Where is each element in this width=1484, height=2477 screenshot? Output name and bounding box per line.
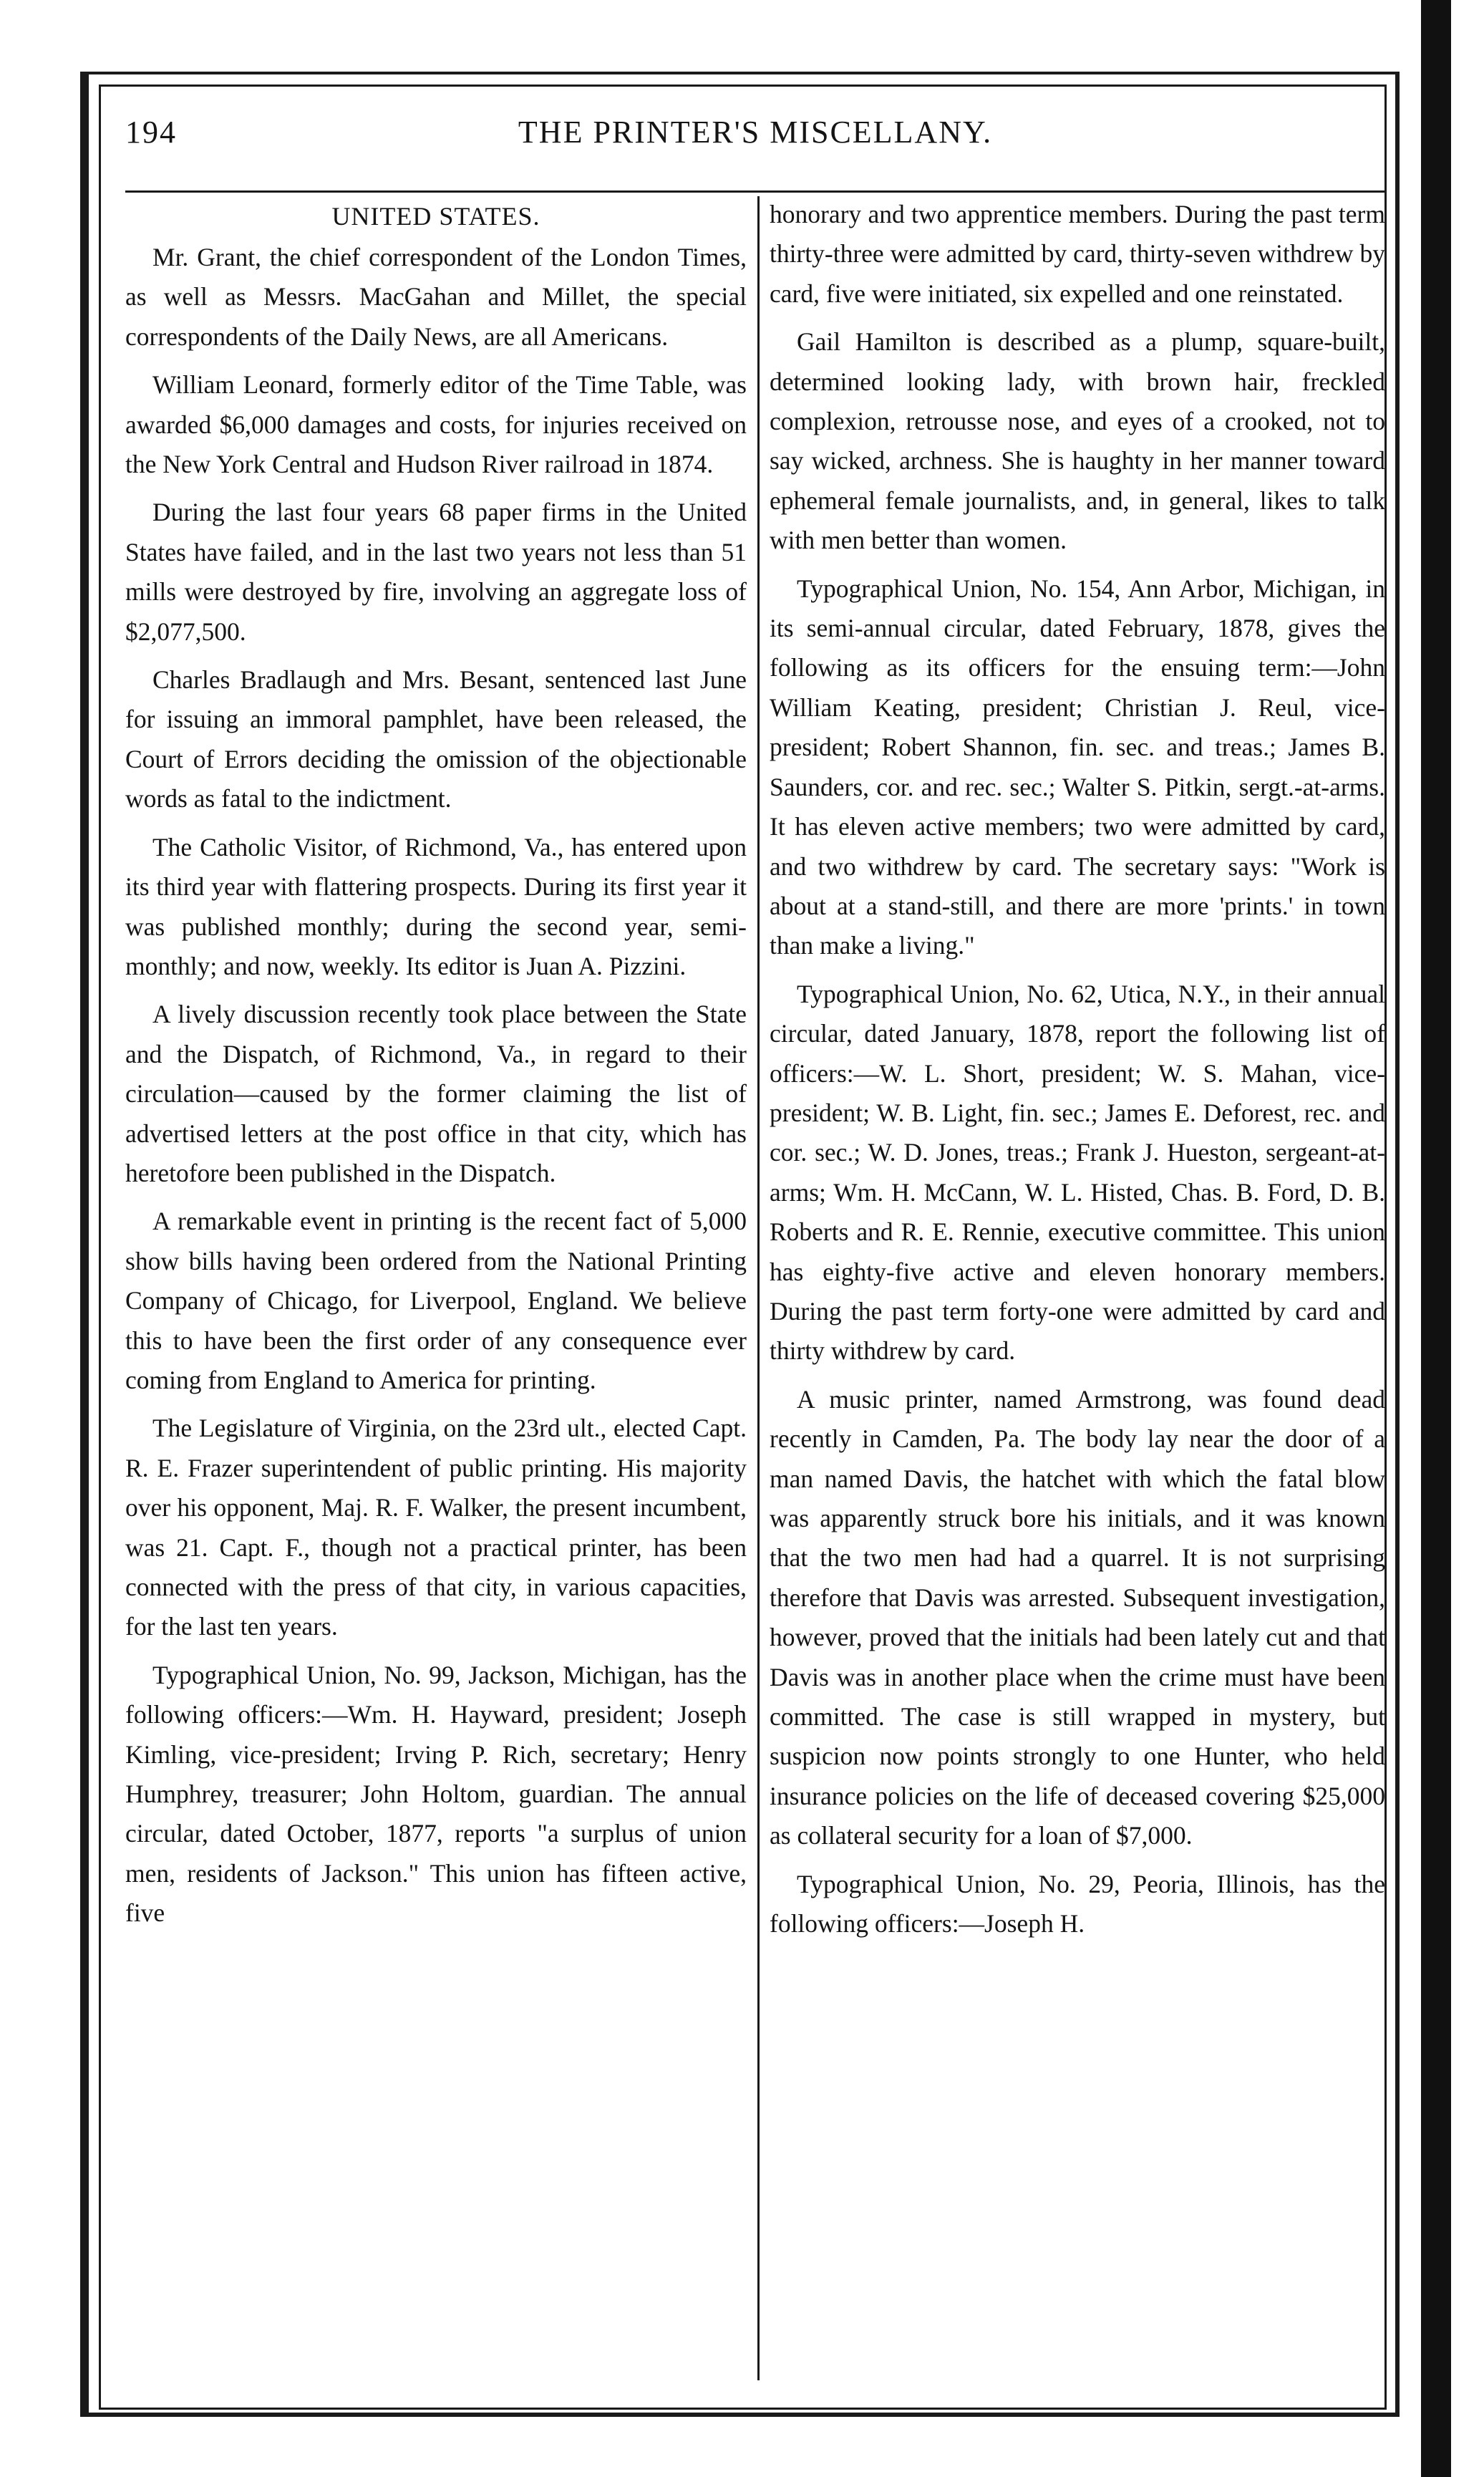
- article-paragraph: Charles Bradlaugh and Mrs. Besant, sentenced last June for issuing an immoral pamphlet, have been released, the Court of Errors deciding the omission of the objectionable words as fatal to the indictment.: [125, 665, 747, 813]
- article-paragraph: A music printer, named Armstrong, was found dead recently in Camden, Pa. The body lay near the door of a man named Davis, the hatchet with which the fatal blow was apparently struck bore his initials, and it was known that the two men had had a quarrel. It is not surprising therefore that Davis was arrested. Subsequent investigation, however, proved that the initials had been lately cut and that Davis was in another place when the crime must have been committed. The case is still wrapped in mystery, but suspicion now points strongly to one Hunter, who held insurance policies on the life of deceased covering $25,000 as collateral security for a loan of $7,000.: [770, 1384, 1385, 1850]
- right-column: [770, 195, 1385, 2379]
- column-divider: [757, 196, 760, 2380]
- article-paragraph: A lively discussion recently took place between the State and the Dispatch, of Richmond, Va., in regard to their circulation—caused by the former claiming the list of advertised letters at the post office in that city, which has heretofore been published in the Dispatch.: [125, 1000, 747, 1187]
- article-paragraph: The Catholic Visitor, of Richmond, Va., has entered upon its third year with flattering prospects. During its first year it was published monthly; during the second year, semi-monthly; and now, weekly. Its editor is Juan A. Pizzini.: [125, 832, 747, 980]
- article-paragraph: Gail Hamilton is described as a plump, square-built, determined looking lady, with brown hair, freckled complexion, retrousse nose, and eyes of a crooked, not to say wicked, archness. She is haughty in her manner toward ephemeral female journalists, and, in general, likes to talk with men better than women.: [770, 327, 1385, 555]
- page-header: [125, 107, 1385, 158]
- header-rule: [125, 190, 1385, 193]
- scan-edge-shadow: [1421, 0, 1451, 2477]
- running-title: THE PRINTER'S MISCELLANY.: [518, 115, 993, 150]
- article-paragraph: William Leonard, formerly editor of the Time Table, was awarded $6,000 damages and costs, for injuries received on the New York Central and Hudson River railroad in 1874.: [125, 370, 747, 479]
- article-paragraph: A remarkable event in printing is the recent fact of 5,000 show bills having been ordered from the National Printing Company of Chicago, for Liverpool, England. We believe this to have been the first order of any consequence ever coming from England to America for printing.: [125, 1207, 747, 1394]
- article-paragraph: During the last four years 68 paper firms in the United States have failed, and in the last two years not less than 51 mills were destroyed by fire, involving an aggregate loss of $2,077,500.: [125, 498, 747, 646]
- article-paragraph: Typographical Union, No. 29, Peoria, Illinois, has the following officers:—Joseph H.: [770, 1869, 1385, 1938]
- article-paragraph: Typographical Union, No. 154, Ann Arbor, Michigan, in its semi-annual circular, dated February, 1878, gives the following as its officers for the ensuing term:—John William Keating, president; Christian J. Reul, vice-president; Robert Shannon, fin. sec. and treas.; James B. Saunders, cor. and rec. sec.; Walter S. Pitkin, sergt.-at-arms. It has eleven active members; two were admitted by card, and two withdrew by card. The secretary says: "Work is about at a stand-still, and there are more 'prints.' in town than make a living.": [770, 574, 1385, 960]
- article-paragraph: Typographical Union, No. 99, Jackson, Michigan, has the following officers:—Wm. H. Hayward, president; Joseph Kimling, vice-president; Irving P. Rich, secretary; Henry Humphrey, treasurer; John Holtom, guardian. The annual circular, dated October, 1877, reports "a surplus of union men, residents of Jackson." This union has fifteen active, five: [125, 1660, 747, 1928]
- article-paragraph: honorary and two apprentice members. During the past term thirty-three were admitted by card, thirty-seven withdrew by card, five were initiated, six expelled and one reinstated.: [770, 200, 1385, 308]
- article-paragraph: Typographical Union, No. 62, Utica, N.Y., in their annual circular, dated January, 1878, report the following list of officers:—W. L. Short, president; W. S. Mahan, vice-president; W. B. Light, fin. sec.; James E. Deforest, rec. and cor. sec.; W. D. Jones, treas.; Frank J. Hueston, sergeant-at-arms; Wm. H. McCann, W. L. Histed, Chas. B. Ford, D. B. Roberts and R. E. Rennie, executive committee. This union has eighty-five active and eleven honorary members. During the past term forty-one were admitted by card and thirty withdrew by card.: [770, 979, 1385, 1366]
- left-column: [125, 195, 747, 2379]
- article-paragraph: The Legislature of Virginia, on the 23rd ult., elected Capt. R. E. Frazer superintendent of public printing. His majority over his opponent, Maj. R. F. Walker, the present incumbent, was 21. Capt. F., though not a practical printer, has been connected with the press of that city, in various capacities, for the last ten years.: [125, 1414, 747, 1641]
- page-number: 194: [125, 115, 177, 150]
- section-heading: UNITED STATES.: [331, 202, 540, 231]
- article-paragraph: Mr. Grant, the chief correspondent of the London Times, as well as Messrs. MacGahan and Millet, the special correspondents of the Daily News, are all Americans.: [125, 243, 747, 351]
